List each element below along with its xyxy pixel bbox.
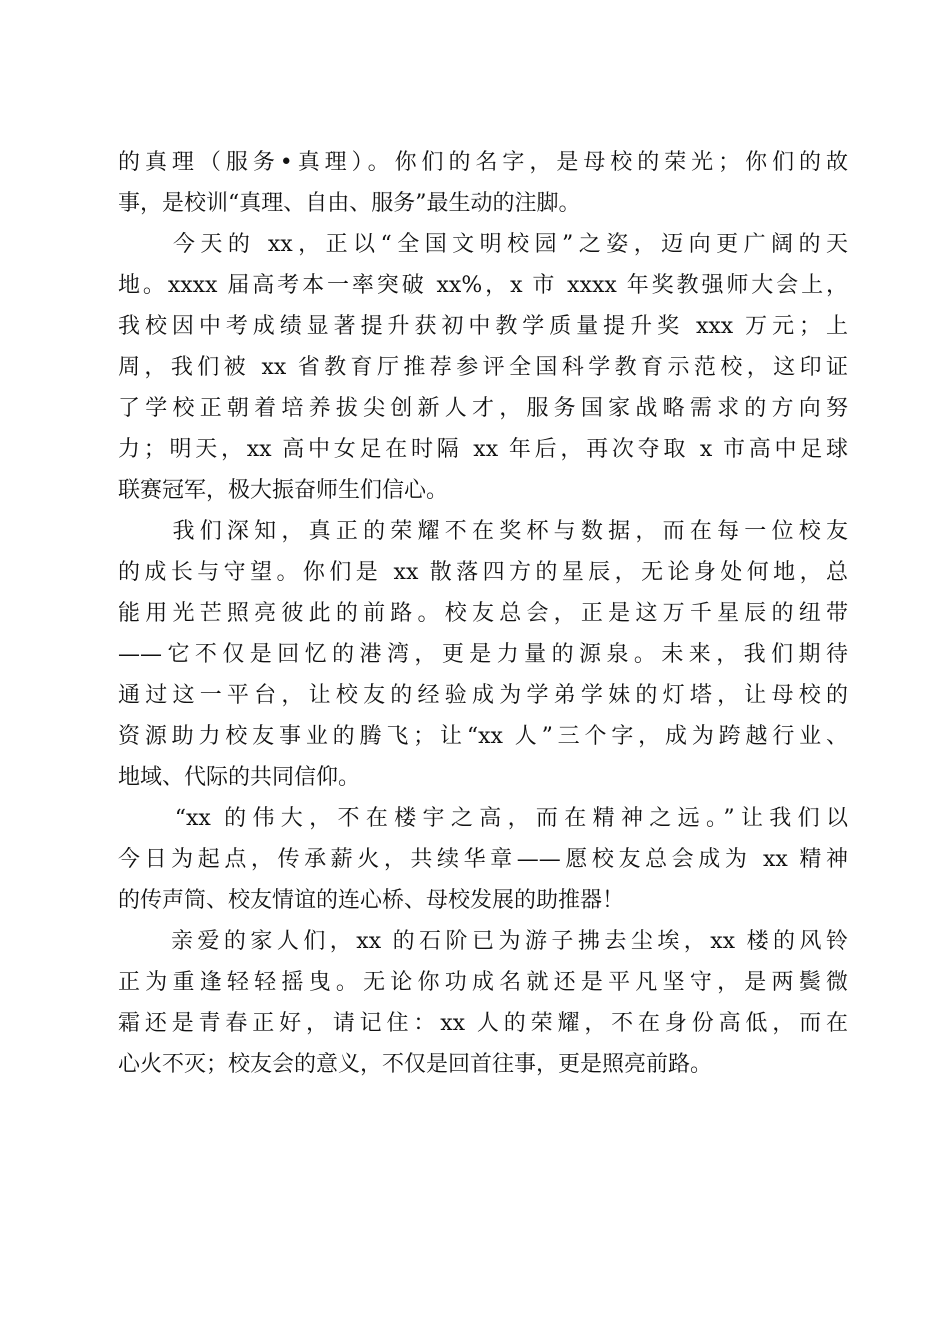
document-body [118,142,848,1085]
text-line: 亲爱的家人们，xx 的石阶已为游子拂去尘埃，xx 楼的风铃 [118,929,848,954]
text-line: 资源助力校友事业的腾飞；让“xx 人”三个字，成为跨越行业、 [118,724,848,749]
text-line: 的真理（服务•真理）。你们的名字，是母校的荣光；你们的故 [118,150,848,175]
text-line: 地。xxxx 届高考本一率突破 xx%，x 市 xxxx 年奖教强师大会上， [118,273,848,298]
text-line: 力；明天，xx 高中女足在时隔 xx 年后，再次夺取 x 市高中足球 [118,437,848,462]
text-line: 今天的 xx，正以“全国文明校园”之姿，迈向更广阔的天 [118,232,848,257]
text-line: 地域、代际的共同信仰。 [118,765,361,790]
paragraph-5 [118,921,848,1085]
text-line: 通过这一平台，让校友的经验成为学弟学妹的灯塔，让母校的 [118,683,848,708]
text-line: 正为重逢轻轻摇曳。无论你功成名就还是平凡坚守，是两鬓微 [118,970,848,995]
paragraph-2 [118,224,848,511]
text-line: 能用光芒照亮彼此的前路。校友总会，正是这万千星辰的纽带 [118,601,848,626]
text-line: 今日为起点，传承薪火，共续华章——愿校友总会成为 xx 精神 [118,847,848,872]
paragraph-4 [118,798,848,921]
text-line: 我们深知，真正的荣耀不在奖杯与数据，而在每一位校友 [118,519,848,544]
text-line: 的成长与守望。你们是 xx 散落四方的星辰，无论身处何地，总 [118,560,848,585]
text-line: 联赛冠军，极大振奋师生们信心。 [118,478,449,503]
text-line: “xx 的伟大，不在楼宇之高，而在精神之远。”让我们以 [118,806,848,831]
text-line: 了学校正朝着培养拔尖创新人才，服务国家战略需求的方向努 [118,396,848,421]
text-line: 事，是校训“真理、自由、服务”最生动的注脚。 [118,191,581,216]
text-line: 的传声筒、校友情谊的连心桥、母校发展的助推器！ [118,888,625,913]
text-line: 霜还是青春正好，请记住：xx 人的荣耀，不在身份高低，而在 [118,1011,848,1036]
paragraph-1 [118,142,848,224]
text-line: ——它不仅是回忆的港湾，更是力量的源泉。未来，我们期待 [118,642,848,667]
text-line: 我校因中考成绩显著提升获初中教学质量提升奖 xxx 万元；上 [118,314,848,339]
paragraph-3 [118,511,848,798]
text-line: 周，我们被 xx 省教育厅推荐参评全国科学教育示范校，这印证 [118,355,848,380]
text-line: 心火不灭；校友会的意义，不仅是回首往事，更是照亮前路。 [118,1052,713,1077]
